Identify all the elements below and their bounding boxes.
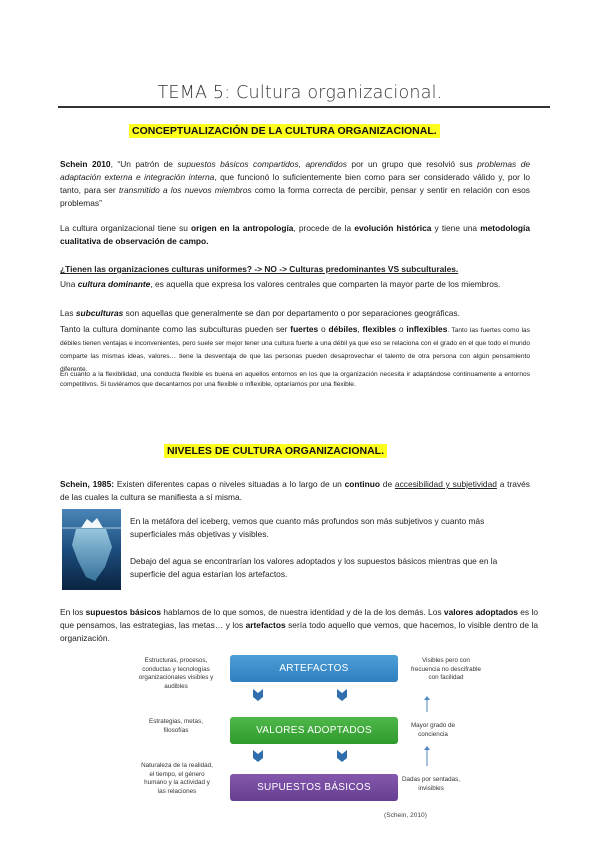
chevron-down-icon — [253, 689, 263, 701]
level-artefactos: ARTEFACTOS — [230, 655, 398, 682]
label-dadas-por-sentadas: Dadas por sentadas, invisibles — [401, 776, 461, 792]
paragraph-iceberg-metafora: En la metáfora del iceberg, vemos que cuanto más profundos son más subjetivos y cuanto más superficiales más objetivas y visibles. — [130, 516, 485, 539]
section-heading-conceptualizacion: CONCEPTUALIZACIÓN DE LA CULTURA ORGANIZACIONAL. — [129, 124, 440, 138]
level-supuestos-basicos: SUPUESTOS BÁSICOS — [230, 774, 398, 801]
level-valores-adoptados: VALORES ADOPTADOS — [230, 717, 398, 744]
label-mayor-conciencia: Mayor grado de conciencia — [410, 722, 456, 738]
label-valores-desc: Estrategias, metas, filosofías — [149, 718, 203, 734]
paragraph-flexibilidad: En cuanto a la flexibilidad, una conducta flexible es buena en aquellos entornos en los que la organización necesita ir adaptándose continuamente a entornos competitivos. Si tuviéramos que decantarnos por una flexible o inflexible, optaríamos por una flexible. — [60, 371, 530, 388]
paragraph-schein-1985: Schein, 1985: Existen diferentes capas o niveles situadas a lo largo de un continuo de accesibilidad y subjetividad a través de las cuales la cultura se manifiesta a sí misma. — [60, 479, 530, 502]
label-artefactos-desc: Estructuras, procesos, conductas y tecnologías organizacionales visibles y audibles — [138, 657, 214, 690]
diagram-source: (Schein, 2010) — [384, 812, 427, 819]
label-supuestos-desc: Naturaleza de la realidad, el tiempo, el género humano y la actividad y las relaciones — [141, 762, 213, 795]
title-divider — [58, 106, 550, 108]
label-visibles: Visibles pero con frecuencia no descifrable con facilidad — [410, 657, 481, 681]
paragraph-supuestos-valores: En los supuestos básicos hablamos de lo que somos, de nuestra identidad y de la de los demás. Los valores adoptados es lo que pensamos, las estrategias, las metas… y los artefactos sería todo aquello que vemos, que hacemos, lo visible dentro de la organización. — [60, 607, 538, 643]
page-title: TEMA 5: Cultura organizacional. — [157, 83, 443, 103]
chevron-down-icon — [337, 750, 347, 762]
author-schein-2010: Schein 2010 — [60, 159, 111, 169]
paragraph-antropologia: La cultura organizacional tiene su origen en la antropología, procede de la evolución histórica y tiene una metodología cualitativa de observación de campo. — [60, 223, 530, 246]
section-heading-niveles: NIVELES DE CULTURA ORGANIZACIONAL. — [164, 444, 387, 458]
paragraph-iceberg-agua: Debajo del agua se encontrarían los valores adoptados y los supuestos básicos mientras que en la superficie del agua estarían los artefactos. — [130, 556, 498, 579]
author-schein-1985: Schein, 1985: — [60, 479, 115, 489]
question-culturas-uniformes: ¿Tienen las organizaciones culturas uniformes? -> NO -> Culturas predominantes VS subculturales. — [60, 264, 459, 274]
arrow-up-icon — [423, 696, 431, 712]
paragraph-cultura-dominante: Una cultura dominante, es aquella que expresa los valores centrales que comparten la mayor parte de los miembros. — [60, 279, 501, 289]
iceberg-image — [62, 509, 121, 590]
paragraph-subculturas: Las subculturas son aquellas que generalmente se dan por departamento o por separaciones geográficas. — [60, 308, 460, 318]
paragraph-fuertes-debiles: Tanto la cultura dominante como las subculturas pueden ser fuertes o débiles, flexibles o inflexibles. Tanto las fuertes como las débiles tienen ventajas e inconvenientes, pero suele ser mejor tener una cultura fuerte a una débil ya que eso se relaciona con el grado en el que todo el mundo comparte las mismas ideas, valores… tiene la desventaja de que las personas pueden desaprovechar el talento de otra persona con algún pensamiento diferente. — [60, 324, 530, 373]
chevron-down-icon — [253, 750, 263, 762]
chevron-down-icon — [337, 689, 347, 701]
paragraph-schein-2010: Schein 2010, “Un patrón de supuestos básicos compartidos, aprendidos por un grupo que resolvió sus problemas de adaptación externa e integración interna, que funcionó lo suficientemente bien como para ser considerado válido y, por lo tanto, para ser transmitido a los nuevos miembros como la forma correcta de percibir, pensar y sentir en relación con esos problemas” — [60, 159, 531, 208]
arrow-up-icon — [423, 746, 431, 766]
